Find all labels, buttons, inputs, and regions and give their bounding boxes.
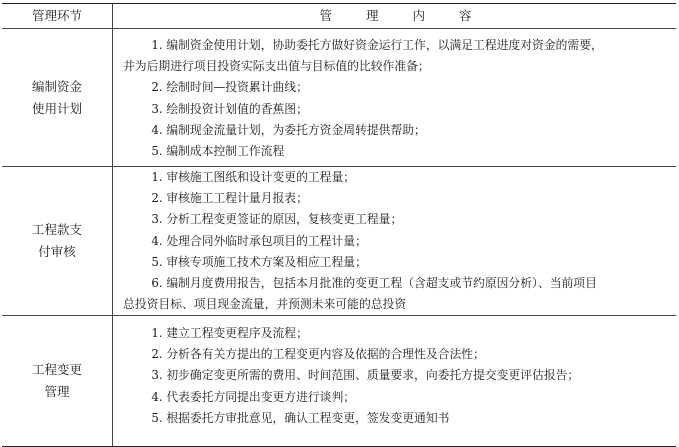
stage-label-line: 工程款支 [31, 222, 82, 237]
content-line: 2. 绘制时间—投资累计曲线； [151, 80, 308, 95]
header-content [113, 4, 676, 28]
header-char: 内 [412, 8, 426, 24]
content-cell [113, 29, 676, 166]
table-row [2, 166, 676, 315]
stage-label-line: 使用计划 [31, 100, 82, 116]
content-line: 2. 分析各有关方提出的工程变更内容及依据的合理性及合法性； [151, 347, 485, 362]
content-line: 5. 编制成本控制工作流程 [151, 144, 285, 159]
content-line: 5. 根据委托方审批意见，确认工程变更，签发变更通知书 [151, 410, 450, 425]
content-line: 并为后期进行项目投资实际支出值与目标值的比较作准备； [123, 59, 430, 74]
management-table [2, 3, 676, 447]
stage-label-line: 工程变更 [31, 362, 82, 377]
header-stage: 管理环节 [2, 4, 113, 28]
header-char: 管 [319, 8, 332, 24]
stage-label-line: 付审核 [38, 244, 76, 259]
content-line: 2. 审核施工工程计量月报表； [151, 191, 308, 206]
stage-cell [2, 29, 113, 166]
header-char: 理 [365, 8, 379, 24]
stage-cell [2, 316, 113, 446]
stage-label-line: 管理 [44, 384, 70, 399]
content-line: 总投资目标、项目现金流量，并预测未来可能的总投资 [123, 297, 407, 312]
content-line: 1. 编制资金使用计划，协助委托方做好资金运行工作，以满足工程进度对资金的需要， [151, 38, 603, 52]
stage-label-line: 编制资金 [31, 78, 82, 94]
content-line: 6. 编制月度费用报告，包括本月批准的变更工程（含超支或节约原因分析）、当前项目 [151, 276, 597, 291]
content-line: 4. 处理合同外临时承包项目的工程计量； [151, 233, 367, 248]
table-header-row [2, 4, 676, 28]
content-line: 3. 初步确定变更所需的费用、时间范围、质量要求，向委托方提交变更评估报告； [151, 368, 580, 383]
content-line: 1. 建立工程变更程序及流程； [151, 326, 308, 340]
content-line: 3. 分析工程变更签证的原因，复核变更工程量； [151, 212, 403, 227]
stage-cell [2, 167, 113, 315]
table-row [2, 315, 676, 446]
content-cell [113, 167, 676, 315]
content-line: 5. 审核专项施工技术方案及相应工程量； [151, 254, 367, 269]
content-line: 3. 绘制投资计划值的香蕉图； [151, 101, 308, 116]
content-line: 1. 审核施工图纸和设计变更的工程量； [151, 170, 356, 184]
content-cell [113, 316, 676, 446]
content-line: 4. 代表委托方同提出变更方进行谈判； [151, 389, 356, 404]
header-char: 容 [459, 8, 472, 24]
table-row [2, 28, 676, 166]
content-line: 4. 编制现金流量计划，为委托方资金周转提供帮助； [151, 122, 426, 137]
